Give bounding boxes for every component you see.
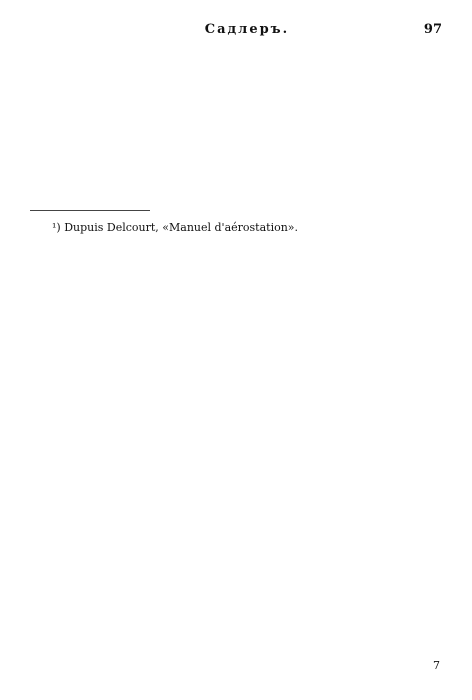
signature-mark: 7 — [433, 659, 440, 672]
paragraph — [30, 170, 442, 192]
paragraph — [30, 104, 442, 126]
paragraph — [30, 82, 442, 104]
footnote-divider — [30, 210, 150, 211]
page-number: 97 — [423, 22, 442, 37]
body-text — [30, 60, 442, 192]
footnote: ¹) Dupuis Delcourt, «Manuel d'aérostation». — [52, 221, 299, 234]
paragraph — [30, 126, 442, 148]
running-head: Садлеръ. — [204, 22, 290, 37]
paragraph — [30, 148, 442, 170]
paragraph — [30, 60, 442, 82]
page-header — [30, 22, 442, 46]
